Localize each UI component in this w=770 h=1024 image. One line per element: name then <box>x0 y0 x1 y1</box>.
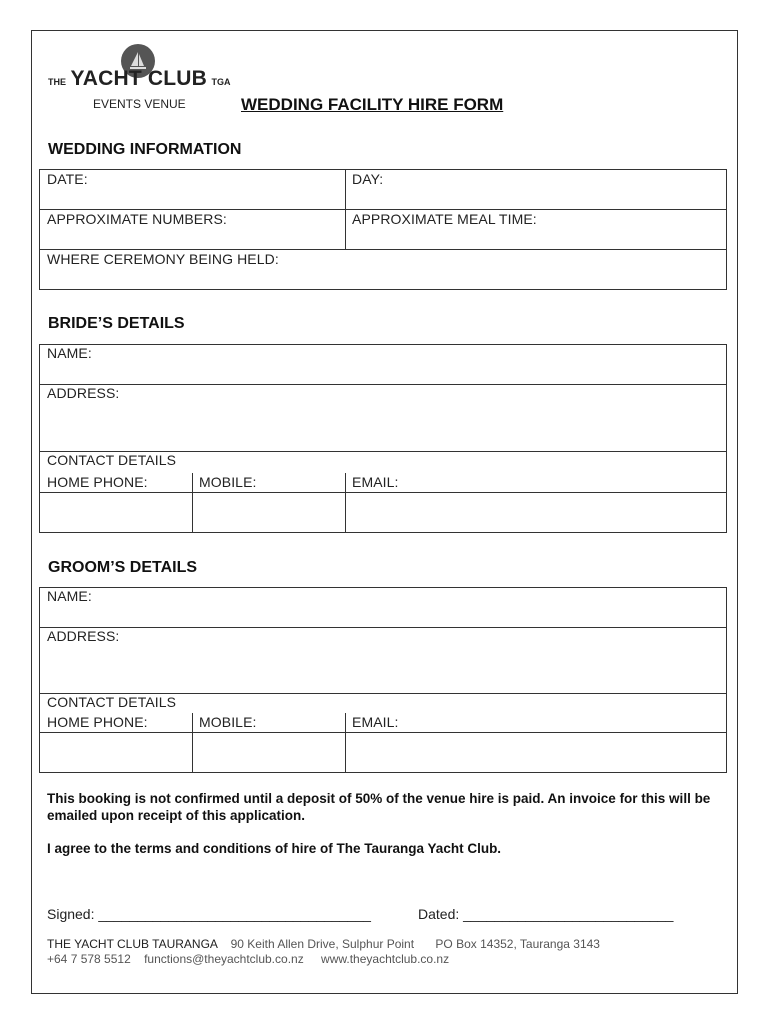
groom-home-phone-label: HOME PHONE: <box>47 714 148 730</box>
bride-details-heading: BRIDE’S DETAILS <box>48 315 185 332</box>
approx-numbers-field[interactable]: APPROXIMATE NUMBERS: <box>47 211 227 227</box>
bride-address-field[interactable]: ADDRESS: <box>47 385 120 401</box>
groom-details-heading: GROOM’S DETAILS <box>48 559 198 576</box>
divider <box>39 627 727 628</box>
bride-email-input[interactable] <box>346 493 726 532</box>
day-field[interactable]: DAY: <box>352 171 384 187</box>
groom-mobile-input[interactable] <box>193 733 344 772</box>
logo-the: THE <box>48 77 66 87</box>
form-title: WEDDING FACILITY HIRE FORM <box>241 95 504 114</box>
terms-agreement: I agree to the terms and conditions of hire of The Tauranga Yacht Club. <box>47 841 502 856</box>
groom-contact-label: CONTACT DETAILS <box>47 694 177 710</box>
footer-line-2 <box>47 952 449 966</box>
logo-wordmark <box>48 67 230 91</box>
logo-tga: TGA <box>211 77 231 87</box>
deposit-notice: This booking is not confirmed until a deposit of 50% of the venue hire is paid. An invoice for this will be emailed upon receipt of this application. <box>47 791 711 823</box>
groom-home-phone-input[interactable] <box>40 733 191 772</box>
logo-subtitle: EVENTS VENUE <box>93 97 186 111</box>
wedding-info-heading: WEDDING INFORMATION <box>48 141 242 158</box>
bride-mobile-input[interactable] <box>193 493 344 532</box>
ceremony-location-field[interactable]: WHERE CEREMONY BEING HELD: <box>47 251 279 267</box>
footer-line-1 <box>47 937 600 951</box>
footer-club-name: THE YACHT CLUB TAURANGA <box>47 937 218 951</box>
footer-email-link[interactable]: functions@theyachtclub.co.nz <box>144 952 304 966</box>
dated-field[interactable]: Dated: ___________________________ <box>418 906 674 922</box>
bride-email-label: EMAIL: <box>352 474 399 490</box>
wedding-info-table <box>39 169 727 290</box>
bride-home-phone-label: HOME PHONE: <box>47 474 148 490</box>
groom-mobile-label: MOBILE: <box>199 714 257 730</box>
groom-address-field[interactable]: ADDRESS: <box>47 628 120 644</box>
date-field[interactable]: DATE: <box>47 171 88 187</box>
divider <box>39 209 727 210</box>
divider <box>39 249 727 250</box>
groom-name-field[interactable]: NAME: <box>47 588 92 604</box>
bride-home-phone-input[interactable] <box>40 493 191 532</box>
bride-contact-label: CONTACT DETAILS <box>47 452 177 468</box>
footer-address: 90 Keith Allen Drive, Sulphur Point <box>230 937 415 951</box>
bride-mobile-label: MOBILE: <box>199 474 257 490</box>
groom-email-label: EMAIL: <box>352 714 399 730</box>
approx-meal-time-field[interactable]: APPROXIMATE MEAL TIME: <box>352 211 537 227</box>
divider <box>345 169 346 249</box>
logo-name: YACHT CLUB <box>70 67 208 90</box>
groom-email-input[interactable] <box>346 733 726 772</box>
divider <box>39 384 727 385</box>
footer-phone: +64 7 578 5512 <box>47 952 131 966</box>
footer-po-box: PO Box 14352, Tauranga 3143 <box>435 937 600 951</box>
footer-website-link[interactable]: www.theyachtclub.co.nz <box>321 952 450 966</box>
signed-field[interactable]: Signed: ___________________________________ <box>47 906 371 922</box>
bride-name-field[interactable]: NAME: <box>47 345 92 361</box>
